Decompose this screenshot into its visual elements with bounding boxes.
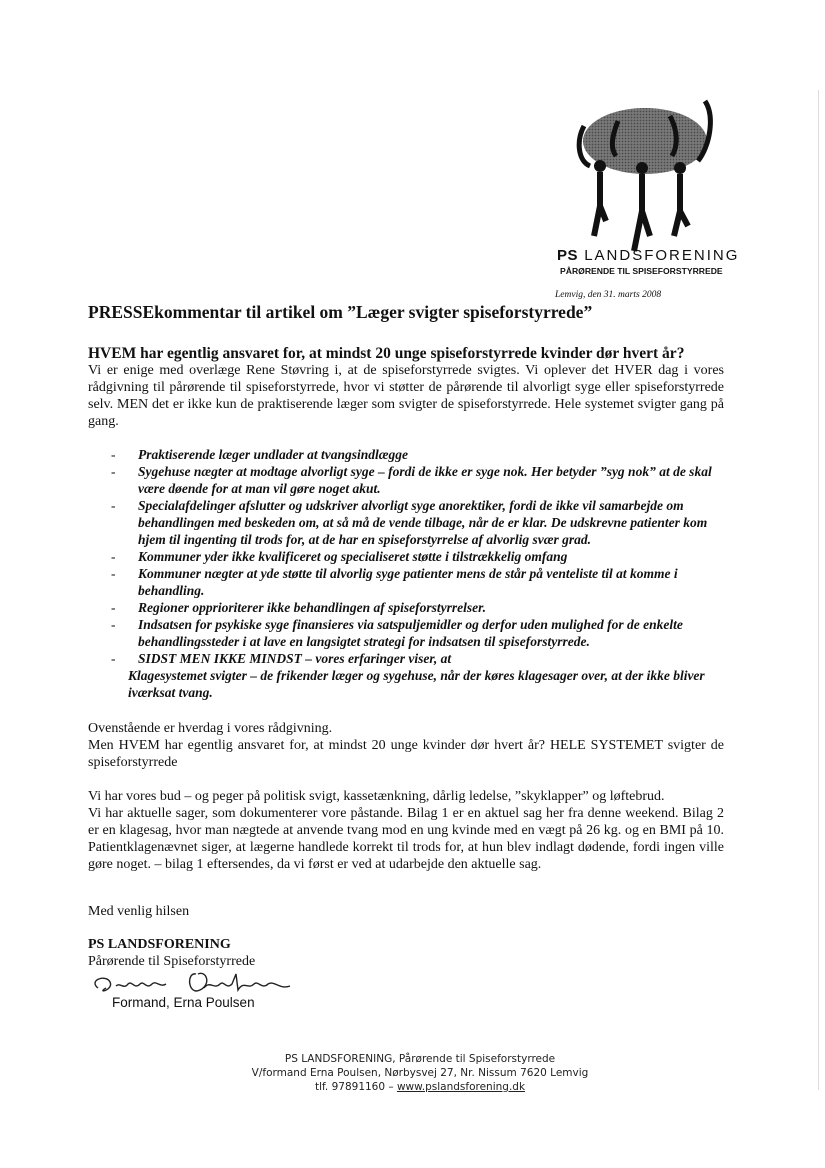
org-name-bold: PS [557, 247, 579, 264]
list-item: - Regioner opprioriterer ikke behandlingen af spiseforstyrrelser. [88, 599, 726, 616]
list-item: - Kommuner nægter at yde støtte til alvorlig syge patienter mens de står på venteliste til at komme i behandling. [88, 565, 726, 599]
list-item-continuation: Klagesystemet svigter – de frikender læger og sygehuse, når der køres klagesager over, at der ikke bliver iværksat tvang. [128, 668, 705, 700]
list-item: - Praktiserende læger undlader at tvangsindlægge [88, 446, 726, 463]
org-name [557, 247, 739, 264]
footer [180, 1052, 660, 1094]
everyday-paragraph: Ovenstående er hverdag i vores rådgivning. Men HVEM har egentlig ansvaret for, at mindst 20 unge kvinder dør hvert år? HELE SYSTEMET svigter de spiseforstyrrede [88, 721, 724, 770]
signatory-name: Formand, Erna Poulsen [112, 995, 255, 1010]
footer-website-link[interactable]: www.pslandsforening.dk [396, 1081, 526, 1093]
document-title: PRESSEkommentar til artikel om ”Læger svigter spiseforstyrrede” [88, 302, 593, 322]
footer-line: PS LANDSFORENING, Pårørende til Spiseforstyrrede [284, 1053, 556, 1065]
intro-paragraph: Vi er enige med overlæge Rene Støvring i, at de spiseforstyrrede svigtes. Vi oplever det HVER dag i vores rådgivning til pårørende til spiseforstyrrede, hvor vi støtter de pårørende til alvorligt syge eller spiseforstyrrede selv. MEN det er ikke kun de praktiserende læger som svigter de spiseforstyrrede. Hele systemet svigter gang på gang. [88, 363, 724, 429]
scan-edge [818, 90, 819, 1090]
list-item: - Indsatsen for psykiske syge finansieres via satspuljemidler og derfor uden mulighed for de enkelte behandlingssteder i at lave en langsigtet strategi for indsatsen til spiseforstyrrede. [88, 616, 726, 650]
signature-org: PS LANDSFORENING [88, 937, 231, 952]
closing: Med venlig hilsen [88, 904, 190, 919]
list-item: - Specialafdelinger afslutter og udskriver alvorligt syge anorektiker, fordi de ikke vil samarbejde om behandlingen med beskeden om, at så må de vende tilbage, når de er klar. De udskrevne patienter kom hjem til ingenting til trods for, at de har en spiseforstyrrelse af alvorlig svær grad. [88, 497, 726, 548]
signature-subtitle: Pårørende til Spiseforstyrrede [88, 954, 256, 969]
response-paragraph: Vi har vores bud – og peger på politisk svigt, kassetænkning, dårlig ledelse, ”skyklapper” og løftebrud. Vi har aktuelle sager, som dokumenterer vore påstande. Bilag 1 er en aktuel sag her fra denne weekend. Bilag 2 er en klagesag, hvor man nægtede at anvende tvang mod en ung kvinde med en vægt på 26 kg. og en BMI på 10. Patientklagenævnet siger, at lægerne handlede korrekt til trods for, at hun blev indlagt dødende, fordi ingen ville gøre noget. – bilag 1 eftersendes, da vi først er ved at udarbejde den aktuelle sag. [88, 789, 724, 872]
list-item: - Kommuner yder ikke kvalificeret og specialiseret støtte i tilstrækkelig omfang [88, 548, 726, 565]
document-subtitle: HVEM har egentlig ansvaret for, at mindst 20 unge spiseforstyrrede kvinder dør hvert år? [88, 345, 685, 362]
complaint-list [88, 446, 726, 701]
org-subtitle: PÅRØRENDE TIL SPISEFORSTYRREDE [560, 266, 723, 276]
footer-contact [180, 1080, 660, 1094]
list-item: - SIDST MEN IKKE MINDST – vores erfaringer viser, at [88, 650, 726, 667]
footer-phone: tlf. 97891160 – [314, 1081, 397, 1093]
list-item: - Sygehuse nægter at modtage alvorligt syge – fordi de ikke er syge nok. Her betyder ”syg nok” at de skal være døende for at man vil gøre noget akut. [88, 463, 726, 497]
dateline: Lemvig, den 31. marts 2008 [555, 290, 662, 300]
footer-address: V/formand Erna Poulsen, Nørbysvej 27, Nr. Nissum 7620 Lemvig [251, 1067, 589, 1079]
org-name-rest: LANDSFORENING [584, 247, 740, 264]
